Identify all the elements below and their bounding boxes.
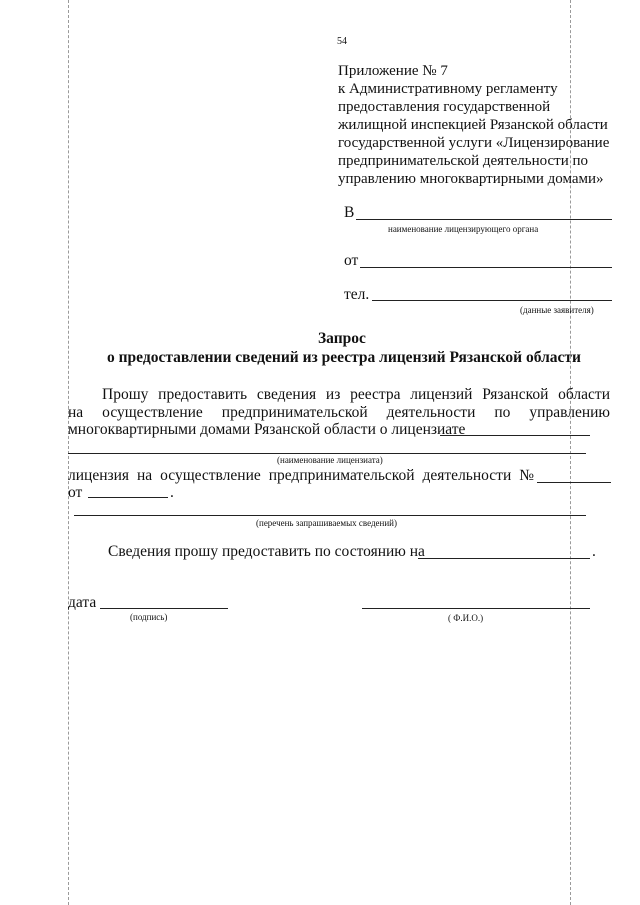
appendix-line: предпринимательской деятельности по bbox=[338, 153, 589, 169]
license-date-prefix: от bbox=[68, 484, 83, 501]
body-line-1: Прошу предоставить сведения из реестра лицензий Рязанской области bbox=[102, 386, 610, 403]
body-line-4: лицензия на осуществление предпринимательской деятельности № bbox=[68, 467, 534, 484]
signature-field[interactable] bbox=[100, 608, 228, 609]
applicant-caption: (данные заявителя) bbox=[520, 305, 594, 315]
document-title: Запрос bbox=[318, 330, 366, 347]
addressee-tel-prefix: тел. bbox=[344, 286, 370, 303]
addressee-from-prefix: от bbox=[344, 252, 359, 269]
appendix-line: государственной услуги «Лицензирование bbox=[338, 135, 610, 151]
appendix-header bbox=[338, 62, 609, 188]
page-number: 54 bbox=[337, 36, 347, 47]
body-line-2: на осуществление предпринимательской деятельности по управлению bbox=[68, 404, 610, 421]
appendix-line: предоставления государственной bbox=[338, 99, 551, 115]
as-of-date-field[interactable] bbox=[418, 558, 590, 559]
appendix-line: к Административному регламенту bbox=[338, 81, 558, 97]
addressee-to-prefix: В bbox=[344, 204, 355, 221]
licensee-caption: (наименование лицензиата) bbox=[277, 455, 383, 465]
requested-info-caption: (перечень запрашиваемых сведений) bbox=[256, 518, 397, 528]
document-subtitle: о предоставлении сведений из реестра лицензий Рязанской области bbox=[107, 349, 581, 366]
full-name-field[interactable] bbox=[362, 608, 590, 609]
as-of-text: Сведения прошу предоставить по состоянию на bbox=[108, 543, 425, 560]
license-date-period: . bbox=[170, 484, 174, 501]
appendix-line: управлению многоквартирными домами» bbox=[338, 171, 604, 187]
as-of-period: . bbox=[592, 543, 596, 560]
addressee-to-caption: наименование лицензирующего органа bbox=[388, 224, 539, 234]
signature-caption: (подпись) bbox=[130, 612, 168, 622]
license-date-field[interactable] bbox=[88, 497, 168, 498]
full-name-caption: ( Ф.И.О.) bbox=[448, 613, 484, 623]
addressee-tel-field[interactable] bbox=[372, 300, 612, 301]
addressee-from-field[interactable] bbox=[360, 267, 612, 268]
body-line-3: многоквартирными домами Рязанской области о лицензиате bbox=[68, 421, 466, 438]
requested-info-field[interactable] bbox=[74, 515, 586, 516]
licensee-field-inline[interactable] bbox=[440, 435, 590, 436]
licensee-field[interactable] bbox=[68, 453, 586, 454]
license-number-field[interactable] bbox=[537, 482, 611, 483]
appendix-line: жилищной инспекцией Рязанской области bbox=[338, 117, 608, 133]
addressee-to-field[interactable] bbox=[356, 219, 612, 220]
date-label: дата bbox=[68, 594, 97, 611]
appendix-line: Приложение № 7 bbox=[338, 63, 448, 79]
